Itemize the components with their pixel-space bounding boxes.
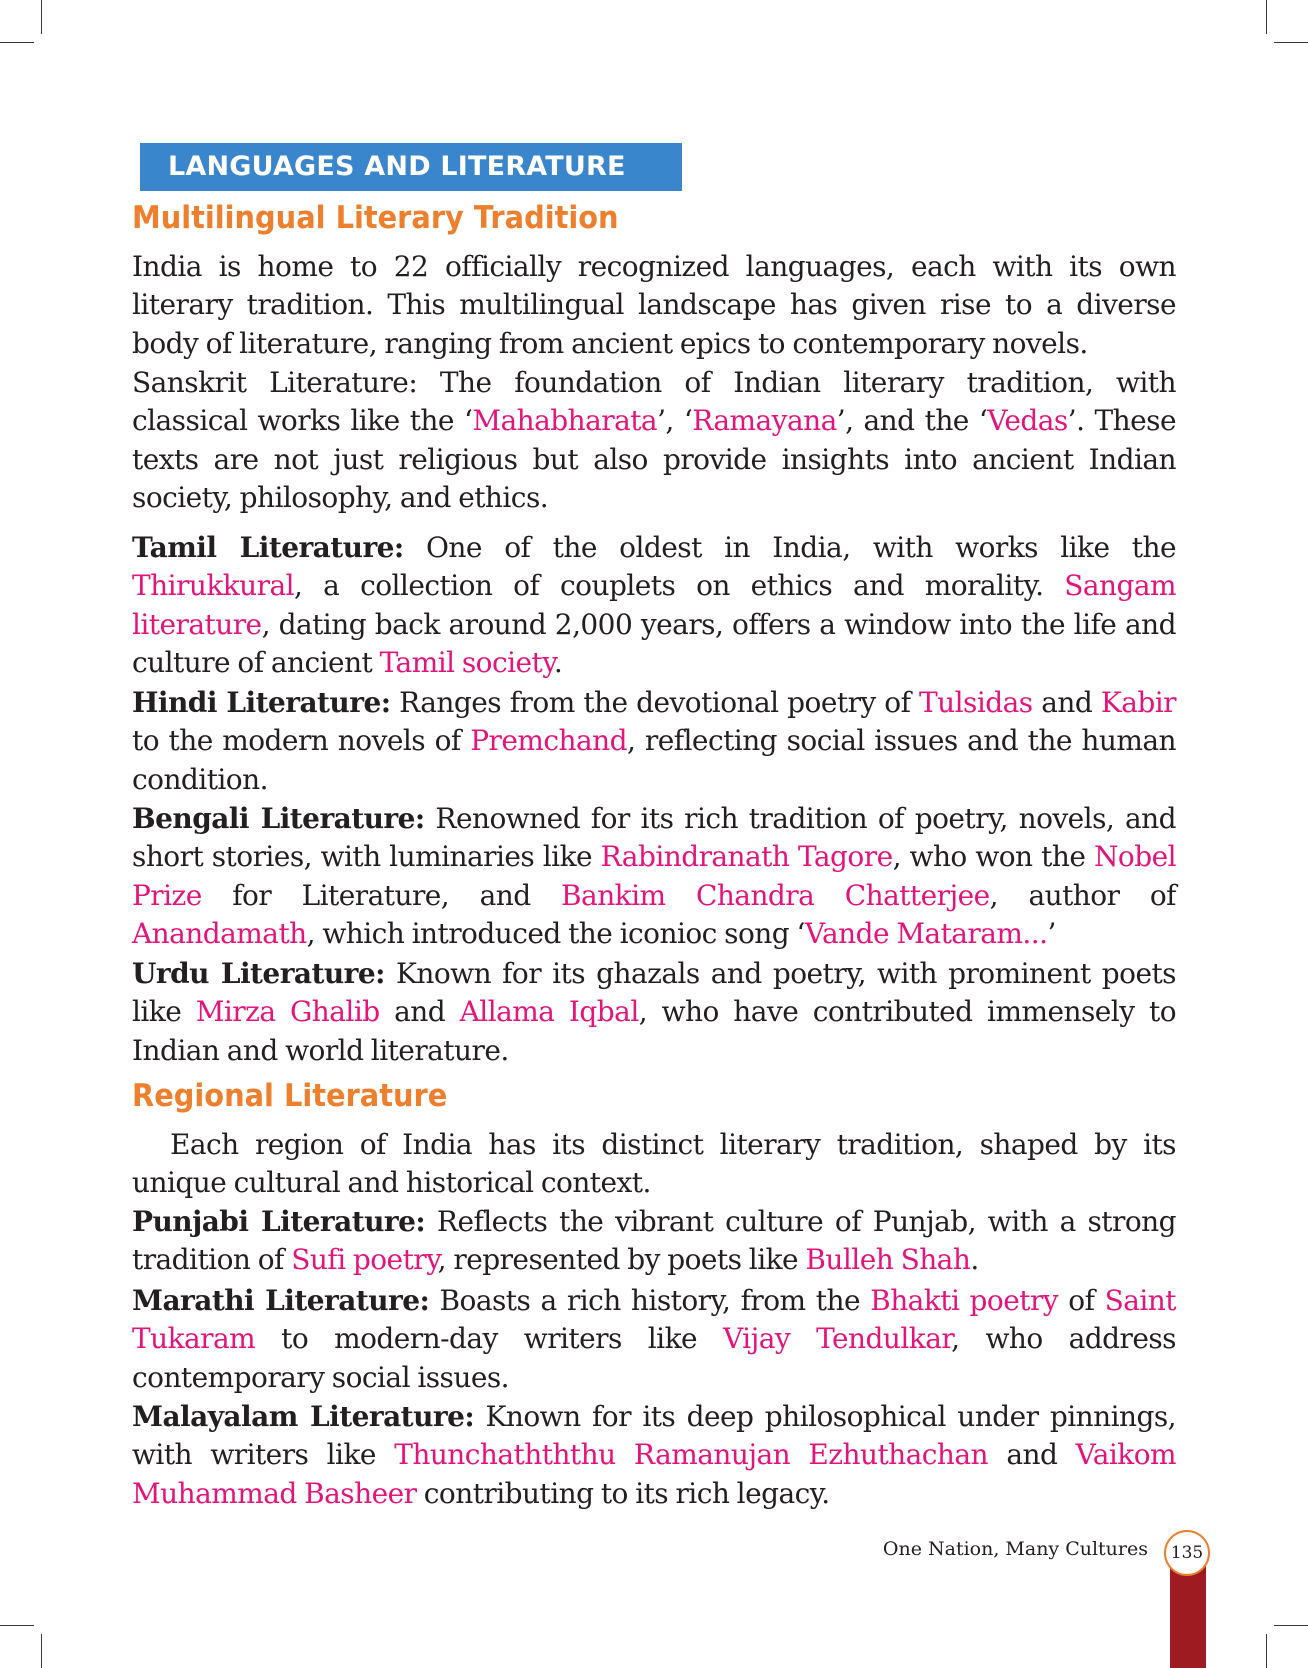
highlighted-name: Bhakti poetry (870, 1284, 1059, 1317)
highlighted-name: Thunchathththu Ramanujan Ezhuthachan (394, 1438, 989, 1472)
crop-mark (1274, 42, 1308, 43)
paragraph-bengali: Bengali Literature: Renowned for its rich tradition of poetry, novels, and short stories, with luminaries like Rabindranath Tagore, who won the Nobel Prize for Literature, and Bankim Chandra Chatterjee, author of Anandamath, which introduced the iconioc song ‘Vande Mataram...’ (132, 802, 1176, 951)
term-label: Marathi Literature: (132, 1284, 430, 1317)
paragraph-regional-intro: Each region of India has its distinct literary tradition, shaped by its unique cultural and historical context. (132, 1128, 1176, 1200)
highlighted-name: Sufi poetry (291, 1243, 438, 1277)
highlighted-name: Vedas (987, 404, 1068, 438)
crop-mark (0, 1625, 34, 1626)
highlighted-name: Mahabharata (472, 404, 658, 438)
highlighted-name: Vande Mataram... (804, 917, 1048, 951)
crop-mark (0, 42, 34, 43)
paragraph-intro: India is home to 22 officially recognized languages, each with its own literary tradition. This multilingual landscape has given rise to a diverse body of literature, ranging from ancient epics to contemporary novels. (132, 250, 1176, 360)
page-number: 135 (1164, 1530, 1210, 1576)
paragraph-urdu: Urdu Literature: Known for its ghazals and poetry, with prominent poets like Mirza Ghalib and Allama Iqbal, who have contributed immensely to Indian and world literature. (132, 957, 1176, 1067)
highlighted-name: Vaikom Muhammad Basheer (132, 1438, 1177, 1510)
highlighted-name: Thirukkural (132, 569, 295, 603)
highlighted-name: Vijay Tendulkar (722, 1322, 952, 1356)
footer-book-title: One Nation, Many Cultures (882, 1538, 1148, 1560)
term-label: Malayalam Literature: (132, 1400, 475, 1433)
paragraph-hindi: Hindi Literature: Ranges from the devotional poetry of Tulsidas and Kabir to the modern novels of Premchand, reflecting social issues and the human condition. (132, 686, 1176, 796)
paragraph-tamil: Tamil Literature: One of the oldest in India, with works like the Thirukkural, a collection of couplets on ethics and morality. Sangam literature, dating back around 2,000 years, offers a window into the life and culture of ancient Tamil society. (132, 531, 1176, 680)
subheading-multilingual: Multilingual Literary Tradition (132, 200, 619, 236)
highlighted-name: Rabindranath Tagore (600, 840, 893, 874)
crop-mark (41, 1634, 42, 1668)
highlighted-name: Tamil society (379, 646, 554, 680)
paragraph-marathi: Marathi Literature: Boasts a rich history, from the Bhakti poetry of Saint Tukaram to modern-day writers like Vijay Tendulkar, who address contemporary social issues. (132, 1284, 1176, 1394)
paragraph-punjabi: Punjabi Literature: Reflects the vibrant culture of Punjab, with a strong tradition of Sufi poetry, represented by poets like Bulleh Shah. (132, 1205, 1177, 1277)
term-label: Tamil Literature: (132, 531, 404, 564)
highlighted-name: Anandamath (132, 917, 307, 951)
term-label: Urdu Literature: (132, 957, 385, 990)
highlighted-name: Sangam literature (132, 569, 1176, 641)
highlighted-name: Saint Tukaram (132, 1284, 1176, 1356)
crop-mark (1266, 1634, 1267, 1668)
highlighted-name: Ramayana (692, 404, 837, 438)
paragraph-malayalam: Malayalam Literature: Known for its deep philosophical under pinnings, with writers like Thunchathththu Ramanujan Ezhuthachan and Vaikom Muhammad Basheer contributing to its rich legacy. (132, 1400, 1177, 1510)
highlighted-name: Premchand (470, 724, 627, 758)
highlighted-name: Allama Iqbal (459, 995, 639, 1029)
highlighted-name: Kabir (1100, 686, 1176, 719)
highlighted-name: Mirza Ghalib (195, 995, 380, 1029)
term-label: Punjabi Literature: (132, 1205, 426, 1238)
crop-mark (41, 0, 42, 34)
term-label: Hindi Literature: (132, 686, 391, 719)
term-label: Bengali Literature: (132, 802, 425, 835)
crop-mark (1274, 1625, 1308, 1626)
highlighted-name: Bankim Chandra Chatterjee (561, 878, 990, 912)
highlighted-name: Bulleh Shah (805, 1243, 971, 1277)
page-tab (1170, 1560, 1206, 1668)
paragraph-sanskrit: Sanskrit Literature: The foundation of Indian literary tradition, with classical works like the ‘Mahabharata’, ‘Ramayana’, and the ‘Vedas’. These texts are not just religious but also provide insights into ancient Indian society, philosophy, and ethics. (132, 366, 1176, 515)
highlighted-name: Nobel Prize (132, 840, 1176, 912)
section-banner: LANGUAGES AND LITERATURE (140, 143, 682, 191)
highlighted-name: Tulsidas (919, 686, 1033, 719)
crop-mark (1266, 0, 1267, 34)
subheading-regional: Regional Literature (132, 1078, 448, 1114)
